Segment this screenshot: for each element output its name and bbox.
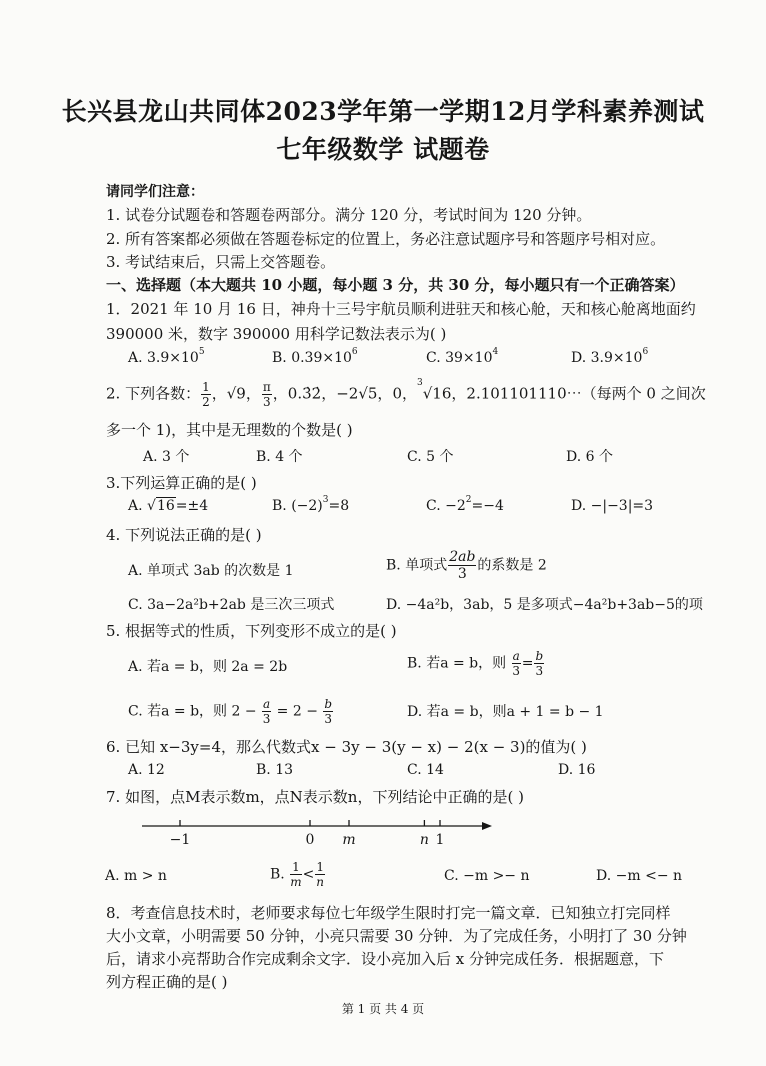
- notice-heading: 请同学们注意：: [106, 184, 204, 200]
- number-line-figure: [130, 812, 510, 852]
- option-d: D. 16: [558, 762, 596, 778]
- question-2-stem: 2. 下列各数： $\frac{1}{2}$ ，√9， $\frac{\pi}{3}$ ，0.3̇2̇，−2√5，0，$^3$√16，2.101101110⋯（每两个 0 之间次: [106, 378, 706, 409]
- tick-m-label: m: [342, 832, 356, 848]
- question-7-stem: 7. 如图，点M表示数m，点N表示数n，下列结论中正确的是( ): [106, 788, 524, 806]
- option-a: A. 3 个: [143, 449, 190, 465]
- question-8-stem: 8．考查信息技术时，老师要求每位七年级学生限时打完一篇文章．已知独立打完同样: [106, 904, 671, 922]
- option-a: A. $3.9\times 10^5$: [128, 347, 205, 366]
- option-c: C. 14: [407, 762, 444, 778]
- option-b: B. $(-2)^3=8$: [272, 495, 350, 514]
- option-a: A. √16=±4: [128, 498, 209, 514]
- question-8-stem-line2: 大小文章，小明需要 50 分钟，小亮只需要 30 分钟．为了完成任务，小明打了 30 分钟: [106, 927, 687, 945]
- exam-title: 长兴县龙山共同体2023学年第一学期12月学科素养测试: [61, 97, 705, 126]
- option-d: D. 6 个: [566, 449, 613, 465]
- option-d: D. −m <− n: [596, 868, 683, 884]
- question-5-stem: 5. 根据等式的性质，下列变形不成立的是( ): [106, 622, 397, 640]
- fraction: $\frac{1}{m}$: [290, 860, 302, 889]
- option-d: D. −|−3|=3: [571, 498, 654, 514]
- tick-zero-label: 0: [305, 832, 315, 848]
- fraction: $\frac{1}{n}$: [316, 860, 325, 889]
- tick-neg1-label: −1: [169, 832, 191, 848]
- option-a: A. 单项式 3ab 的次数是 1: [128, 563, 294, 579]
- exam-subtitle: 七年级数学 试题卷: [276, 135, 490, 164]
- fraction: $\frac{1}{2}$: [202, 380, 210, 409]
- notice-item: 3. 考试结束后，只需上交答题卷。: [106, 253, 336, 271]
- option-b: B. $\frac{1}{m}$ < $\frac{1}{n}$: [270, 860, 325, 889]
- option-a: A. 若a = b，则 2a = 2b: [128, 659, 288, 675]
- fraction: $\frac{b}{3}$: [324, 697, 333, 726]
- option-a: A. m > n: [105, 868, 167, 884]
- option-c: C. 若a = b，则 2 − $\frac{a}{3}$ = 2 − $\frac{b}{3}$: [128, 697, 333, 726]
- option-c: C. 3a−2a²b+2ab 是三次三项式: [128, 597, 335, 613]
- arrow-head-icon: [482, 822, 492, 830]
- fraction: $\frac{b}{3}$: [535, 649, 544, 678]
- option-c: C. $-2^2=-4$: [426, 495, 504, 514]
- option-b: B. 4 个: [256, 449, 303, 465]
- option-d: D. $3.9\times 10^6$: [571, 347, 649, 366]
- fraction: $\frac{a}{3}$: [262, 697, 271, 726]
- option-d: D. −4a²b，3ab，5 是多项式−4a²b+3ab−5的项: [386, 597, 703, 613]
- option-c: C. −m >− n: [444, 868, 530, 884]
- question-1-stem: 1．2021 年 10 月 16 日，神舟十三号宇航员顺利进驻天和核心舱，天和核心舱离地面约: [106, 300, 696, 318]
- question-8-stem-line3: 后，请求小亮帮助合作完成剩余文字．设小亮加入后 x 分钟完成任务．根据题意，下: [106, 950, 664, 968]
- option-d: D. 若a = b，则a + 1 = b − 1: [407, 704, 604, 720]
- question-8-stem-line4: 列方程正确的是( ): [106, 973, 228, 991]
- fraction: $\frac{a}{3}$: [512, 649, 520, 678]
- option-b: B. 单项式 $\frac{2ab}{3}$ 的系数是 2: [386, 549, 547, 582]
- question-3-stem: 3.下列运算正确的是( ): [106, 474, 257, 492]
- question-2-stem-line2: 多一个 1)，其中是无理数的个数是( ): [106, 421, 353, 439]
- fraction: $\frac{2ab}{3}$: [449, 549, 476, 582]
- page-number: 第 1 页 共 4 页: [341, 1002, 425, 1016]
- section-heading: 一、选择题（本大题共 10 小题，每小题 3 分，共 30 分，每小题只有一个正确答案）: [106, 276, 685, 294]
- fraction: $\frac{\pi}{3}$: [262, 380, 271, 409]
- tick-one-label: 1: [435, 832, 445, 848]
- option-b: B. $0.39\times 10^6$: [272, 347, 358, 366]
- notice-item: 2. 所有答案都必须做在答题卷标定的位置上，务必注意试题序号和答题序号相对应。: [106, 230, 666, 248]
- option-b: B. 13: [256, 762, 294, 778]
- option-a: A. 12: [128, 762, 165, 778]
- option-c: C. 5 个: [407, 449, 454, 465]
- question-6-stem: 6. 已知 x−3y=4，那么代数式x − 3y − 3(y − x) − 2(x − 3)的值为( ): [106, 738, 587, 756]
- question-1-stem-line2: 390000 米，数字 390000 用科学记数法表示为( ): [106, 325, 447, 343]
- tick-n-label: n: [419, 832, 429, 848]
- notice-item: 1. 试卷分试题卷和答题卷两部分。满分 120 分，考试时间为 120 分钟。: [106, 206, 592, 224]
- option-b: B. 若a = b，则 $\frac{a}{3}$ = $\frac{b}{3}$: [407, 649, 544, 678]
- question-4-stem: 4. 下列说法正确的是( ): [106, 526, 262, 544]
- option-c: C. $39\times 10^4$: [426, 347, 499, 366]
